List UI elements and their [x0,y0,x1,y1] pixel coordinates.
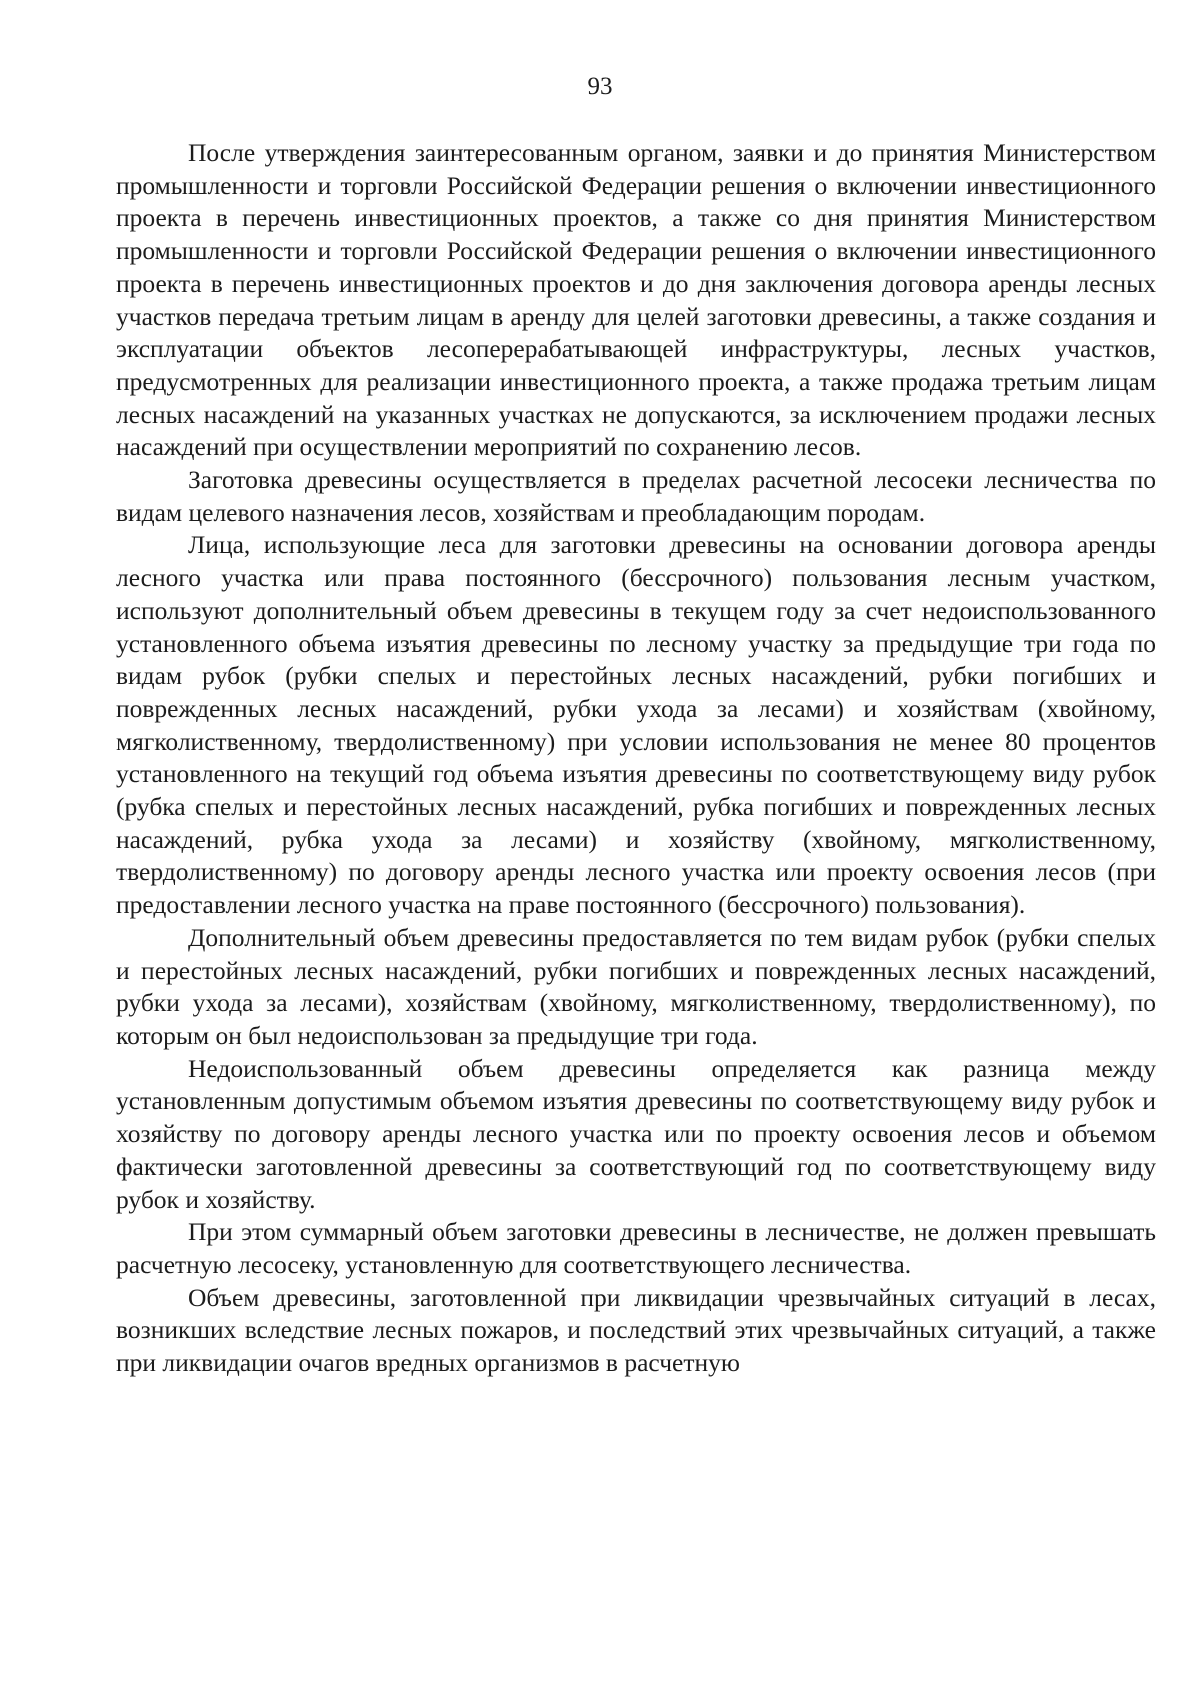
paragraph: Объем древесины, заготовленной при ликвидации чрезвычайных ситуаций в лесах, возникших вследствие лесных пожаров, и последствий этих чрезвычайных ситуаций, а также при ликвидации очагов вредных организмов в расчетную [116,1282,1156,1378]
page-number: 93 [587,73,613,100]
paragraph: Лица, использующие леса для заготовки древесины на основании договора аренды лесного участка или права постоянного (бессрочного) пользования лесным участком, используют дополнительный объем древесины в текущем году за счет недоиспользованного установленного объема изъятия древесины по лесному участку за предыдущие три года по видам рубок (рубки спелых и перестойных лесных насаждений, рубки погибших и поврежденных лесных насаждений, рубки ухода за лесами) и хозяйствам (хвойному, мягколиственному, твердолиственному) при условии использования не менее 80 процентов установленного на текущий год объема изъятия древесины по соответствующему виду рубок (рубка спелых и перестойных лесных насаждений, рубка погибших и поврежденных лесных насаждений, рубка ухода за лесами) и хозяйству (хвойному, мягколиственному, твердолиственному) по договору аренды лесного участка или проекту освоения лесов (при предоставлении лесного участка на праве постоянного (бессрочного) пользования). [116,530,1156,920]
paragraph: После утверждения заинтересованным органом, заявки и до принятия Министерством промышленности и торговли Российской Федерации решения о включении инвестиционного проекта в перечень инвестиционных проектов, а также со дня принятия Министерством промышленности и торговли Российской Федерации решения о включении инвестиционного проекта в перечень инвестиционных проектов и до дня заключения договора аренды лесных участков передача третьим лицам в аренду для целей заготовки древесины, а также создания и эксплуатации объектов лесоперерабатывающей инфраструктуры, лесных участков, предусмотренных для реализации инвестиционного проекта, а также продажа третьим лицам лесных насаждений на указанных участках не допускаются, за исключением продажи лесных насаждений при осуществлении мероприятий по сохранению лесов. [116,138,1156,462]
paragraph: Недоиспользованный объем древесины определяется как разница между установленным допустимым объемом изъятия древесины по соответствующему виду рубок и хозяйству по договору аренды лесного участка или по проекту освоения лесов и объемом фактически заготовленной древесины за соответствующий год по соответствующему виду рубок и хозяйству. [116,1053,1156,1214]
body-text [116,137,1156,1380]
paragraph: При этом суммарный объем заготовки древесины в лесничестве, не должен превышать расчетную лесосеку, установленную для соответствующего лесничества. [116,1217,1156,1279]
paragraph: Заготовка древесины осуществляется в пределах расчетной лесосеки лесничества по видам целевого назначения лесов, хозяйствам и преобладающим породам. [116,465,1156,527]
paragraph: Дополнительный объем древесины предоставляется по тем видам рубок (рубки спелых и перестойных лесных насаждений, рубки погибших и поврежденных лесных насаждений, рубки ухода за лесами), хозяйствам (хвойному, мягколиственному, твердолиственному), по которым он был недоиспользован за предыдущие три года. [116,922,1156,1050]
